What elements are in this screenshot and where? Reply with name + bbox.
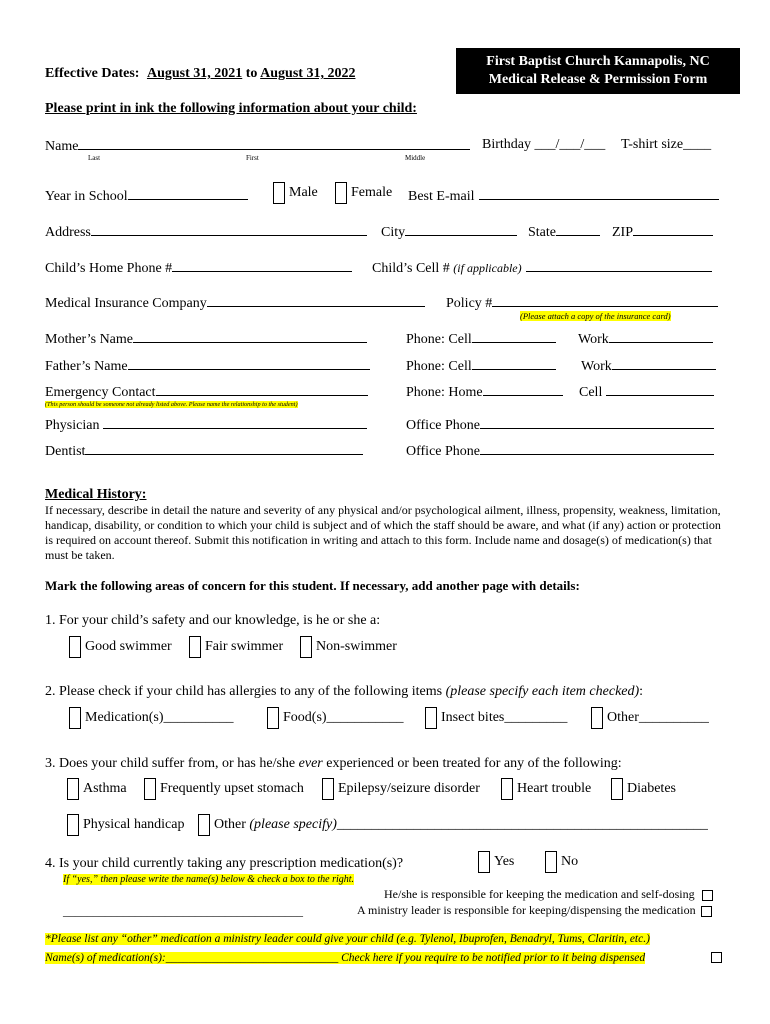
mother-cell-label: Phone: Cell <box>406 332 472 347</box>
q4-note: If “yes,” then please write the name(s) below & check a box to the right. <box>63 874 355 885</box>
q4-no-label: No <box>561 854 579 870</box>
q3-heart-label: Heart trouble <box>517 781 592 797</box>
q3-heart[interactable] <box>501 778 591 800</box>
notify-checkbox[interactable] <box>711 952 722 963</box>
q1-good-label: Good swimmer <box>85 639 172 655</box>
date-end: August 31, 2022 <box>260 66 356 81</box>
footer-line1: *Please list any “other” medication a ministry leader could give your child (e.g. Tylenol, Ibuprofen, Benadryl, Tums, Claritin, etc.) <box>45 933 650 945</box>
q4-leader[interactable] <box>357 903 712 918</box>
date-start: August 31, 2021 <box>146 66 243 81</box>
q3-asthma[interactable] <box>67 778 127 800</box>
male-box[interactable] <box>273 182 285 204</box>
father-cell-field[interactable] <box>406 357 556 375</box>
history-title: Medical History: <box>45 487 147 502</box>
insurance-note: (Please attach a copy of the insurance card) <box>520 311 671 321</box>
q2-insect[interactable] <box>425 707 567 729</box>
q4-self-label: He/she is responsible for keeping the medication and self-dosing <box>384 887 695 901</box>
female-checkbox[interactable] <box>335 182 392 204</box>
home-phone-label: Child’s Home Phone # <box>45 261 173 276</box>
birthday-field[interactable] <box>482 137 605 153</box>
q3-stomach[interactable] <box>144 778 304 800</box>
q1-fair-box[interactable] <box>189 636 201 658</box>
q2-insect-box[interactable] <box>425 707 437 729</box>
q2-food[interactable] <box>267 707 404 729</box>
mother-work-field[interactable] <box>578 330 713 348</box>
footer-line2: Name(s) of medication(s):______________________________ Check here if you require to be notified prior to it being dispensed <box>45 952 646 964</box>
zip-label: ZIP <box>612 225 633 240</box>
female-label: Female <box>351 185 393 201</box>
q3-text-a: 3. Does your child suffer from, or has he/she <box>45 756 299 771</box>
father-field[interactable] <box>45 357 370 375</box>
q2-food-box[interactable] <box>267 707 279 729</box>
q2-other[interactable] <box>591 707 709 729</box>
q3-stomach-box[interactable] <box>144 778 156 800</box>
q1-non-box[interactable] <box>300 636 312 658</box>
org-name: First Baptist Church Kannapolis, NC <box>486 54 710 69</box>
home-phone-field[interactable] <box>45 259 352 277</box>
name-label: Name <box>45 139 79 154</box>
mother-cell-field[interactable] <box>406 330 556 348</box>
address-label: Address <box>45 225 91 240</box>
city-field[interactable] <box>381 223 517 241</box>
father-work-field[interactable] <box>581 357 716 375</box>
history-text: If necessary, describe in detail the nature and severity of any physical and/or psychological ailment, illness, propensity, weakness, limitation, handicap, disability, or condition to which your child is subject and of which the staff should be aware, and what (if any) action or protection is required on account thereof. Submit this notification in writing and attach to this form. Include name and dosage(s) of medication(s) that must be taken. <box>45 503 721 562</box>
emergency-label: Emergency Contact <box>45 385 156 400</box>
email-field[interactable] <box>408 187 719 205</box>
q1-good-box[interactable] <box>69 636 81 658</box>
instruction: Please print in ink the following information about your child: <box>45 101 417 116</box>
q2-other-label: Other__________ <box>607 710 709 726</box>
q3-epilepsy[interactable] <box>322 778 480 800</box>
first-label: First <box>246 154 259 162</box>
state-label: State <box>528 225 556 240</box>
child-cell-field[interactable] <box>372 259 712 277</box>
q3-text <box>45 756 622 772</box>
dentist-label: Dentist <box>45 444 86 459</box>
male-checkbox[interactable] <box>273 182 318 204</box>
effective-label: Effective Dates: <box>45 66 140 81</box>
q2-medication-label: Medication(s)__________ <box>85 710 234 726</box>
q1-non-label: Non-swimmer <box>316 639 397 655</box>
emergency-cell-field[interactable] <box>579 383 714 401</box>
father-label: Father’s Name <box>45 359 128 374</box>
last-label: Last <box>88 154 101 162</box>
emergency-home-field[interactable] <box>406 383 563 401</box>
female-box[interactable] <box>335 182 347 204</box>
q2-food-label: Food(s)___________ <box>283 710 404 726</box>
q2-other-box[interactable] <box>591 707 603 729</box>
emergency-field[interactable] <box>45 383 368 401</box>
q2-colon: : <box>639 684 644 699</box>
dentist-office-field[interactable] <box>406 442 714 460</box>
q2-medication-box[interactable] <box>69 707 81 729</box>
email-label: Best E-mail <box>408 189 475 204</box>
q1-good-swimmer[interactable] <box>69 636 172 658</box>
q3-other[interactable] <box>198 814 708 836</box>
insurance-field[interactable] <box>45 294 425 312</box>
year-label: Year in School <box>45 189 128 204</box>
q4-yes-label: Yes <box>494 854 515 870</box>
father-cell-label: Phone: Cell <box>406 359 472 374</box>
name-field[interactable] <box>45 137 470 155</box>
q3-other-note: (please specify) <box>249 817 337 833</box>
emergency-note: (This person should be someone not already listed above. Please name the relationship to the student) <box>45 401 298 408</box>
cell-label: Child’s Cell # <box>372 261 450 276</box>
tshirt-field[interactable] <box>621 137 711 153</box>
q2-note: (please specify each item checked) <box>445 684 640 699</box>
dentist-office-label: Office Phone <box>406 444 480 459</box>
insurance-label: Medical Insurance Company <box>45 296 207 311</box>
q3-physical-label: Physical handicap <box>83 817 185 833</box>
q3-other-line: _____________________________________________________ <box>336 817 708 833</box>
q4-yes-box[interactable] <box>478 851 490 873</box>
address-field[interactable] <box>45 223 367 241</box>
cell-note: (if applicable) <box>453 261 522 275</box>
form-title: Medical Release & Permission Form <box>488 72 708 87</box>
emergency-cell-label: Cell <box>579 385 603 400</box>
q4-leader-box[interactable] <box>701 906 712 917</box>
q4-blank[interactable]: ________________________________________ <box>63 904 303 918</box>
physician-field[interactable] <box>45 416 367 434</box>
effective-dates <box>45 66 355 82</box>
year-field[interactable] <box>45 187 248 205</box>
q3-asthma-box[interactable] <box>67 778 79 800</box>
q3-text-ever: ever <box>298 756 323 771</box>
emergency-home-label: Phone: Home <box>406 385 483 400</box>
city-label: City <box>381 225 406 240</box>
q2-medication[interactable] <box>69 707 234 729</box>
q2-text <box>45 684 643 700</box>
q4-self-box[interactable] <box>702 890 713 901</box>
q3-text-b: experienced or been treated for any of the following: <box>322 756 622 771</box>
q3-physical-box[interactable] <box>67 814 79 836</box>
policy-label: Policy # <box>446 296 493 311</box>
policy-field[interactable] <box>446 294 718 312</box>
form-title-box <box>456 48 740 94</box>
dentist-field[interactable] <box>45 442 363 460</box>
q4-self[interactable] <box>384 887 713 902</box>
mother-work-label: Work <box>578 332 609 347</box>
q4-no-box[interactable] <box>545 851 557 873</box>
q3-stomach-label: Frequently upset stomach <box>160 781 304 797</box>
q3-epilepsy-label: Epilepsy/seizure disorder <box>338 781 480 797</box>
q3-diabetes[interactable] <box>611 778 676 800</box>
q3-heart-box[interactable] <box>501 778 513 800</box>
tshirt-label: T-shirt size____ <box>621 137 712 152</box>
q1-fair-label: Fair swimmer <box>205 639 284 655</box>
q4-leader-label: A ministry leader is responsible for keeping/dispensing the medication <box>357 903 696 917</box>
birthday-label: Birthday ___/___/___ <box>482 137 606 152</box>
state-field[interactable] <box>528 223 600 241</box>
mother-field[interactable] <box>45 330 367 348</box>
q3-other-label: Other <box>214 817 250 833</box>
q3-asthma-label: Asthma <box>83 781 127 797</box>
q3-diabetes-label: Diabetes <box>627 781 676 797</box>
history-mark: Mark the following areas of concern for this student. If necessary, add another page with details: <box>45 578 580 593</box>
q4-no[interactable] <box>545 851 578 873</box>
physician-label: Physician <box>45 418 100 433</box>
q1-fair-swimmer[interactable] <box>189 636 283 658</box>
q2-insect-label: Insect bites_________ <box>441 710 568 726</box>
mother-label: Mother’s Name <box>45 332 133 347</box>
zip-field[interactable] <box>612 223 713 241</box>
physician-office-field[interactable] <box>406 416 714 434</box>
middle-label: Middle <box>405 154 426 162</box>
q3-physical[interactable] <box>67 814 184 836</box>
q1-non-swimmer[interactable] <box>300 636 397 658</box>
q3-epilepsy-box[interactable] <box>322 778 334 800</box>
q4-yes[interactable] <box>478 851 514 873</box>
father-work-label: Work <box>581 359 612 374</box>
q3-diabetes-box[interactable] <box>611 778 623 800</box>
physician-office-label: Office Phone <box>406 418 480 433</box>
q4-text: 4. Is your child currently taking any prescription medication(s)? <box>45 856 404 871</box>
male-label: Male <box>289 185 318 201</box>
to-word: to <box>245 66 258 81</box>
q2-text-main: 2. Please check if your child has allergies to any of the following items <box>45 684 446 699</box>
q3-other-box[interactable] <box>198 814 210 836</box>
q1-text: 1. For your child’s safety and our knowledge, is he or she a: <box>45 613 381 628</box>
